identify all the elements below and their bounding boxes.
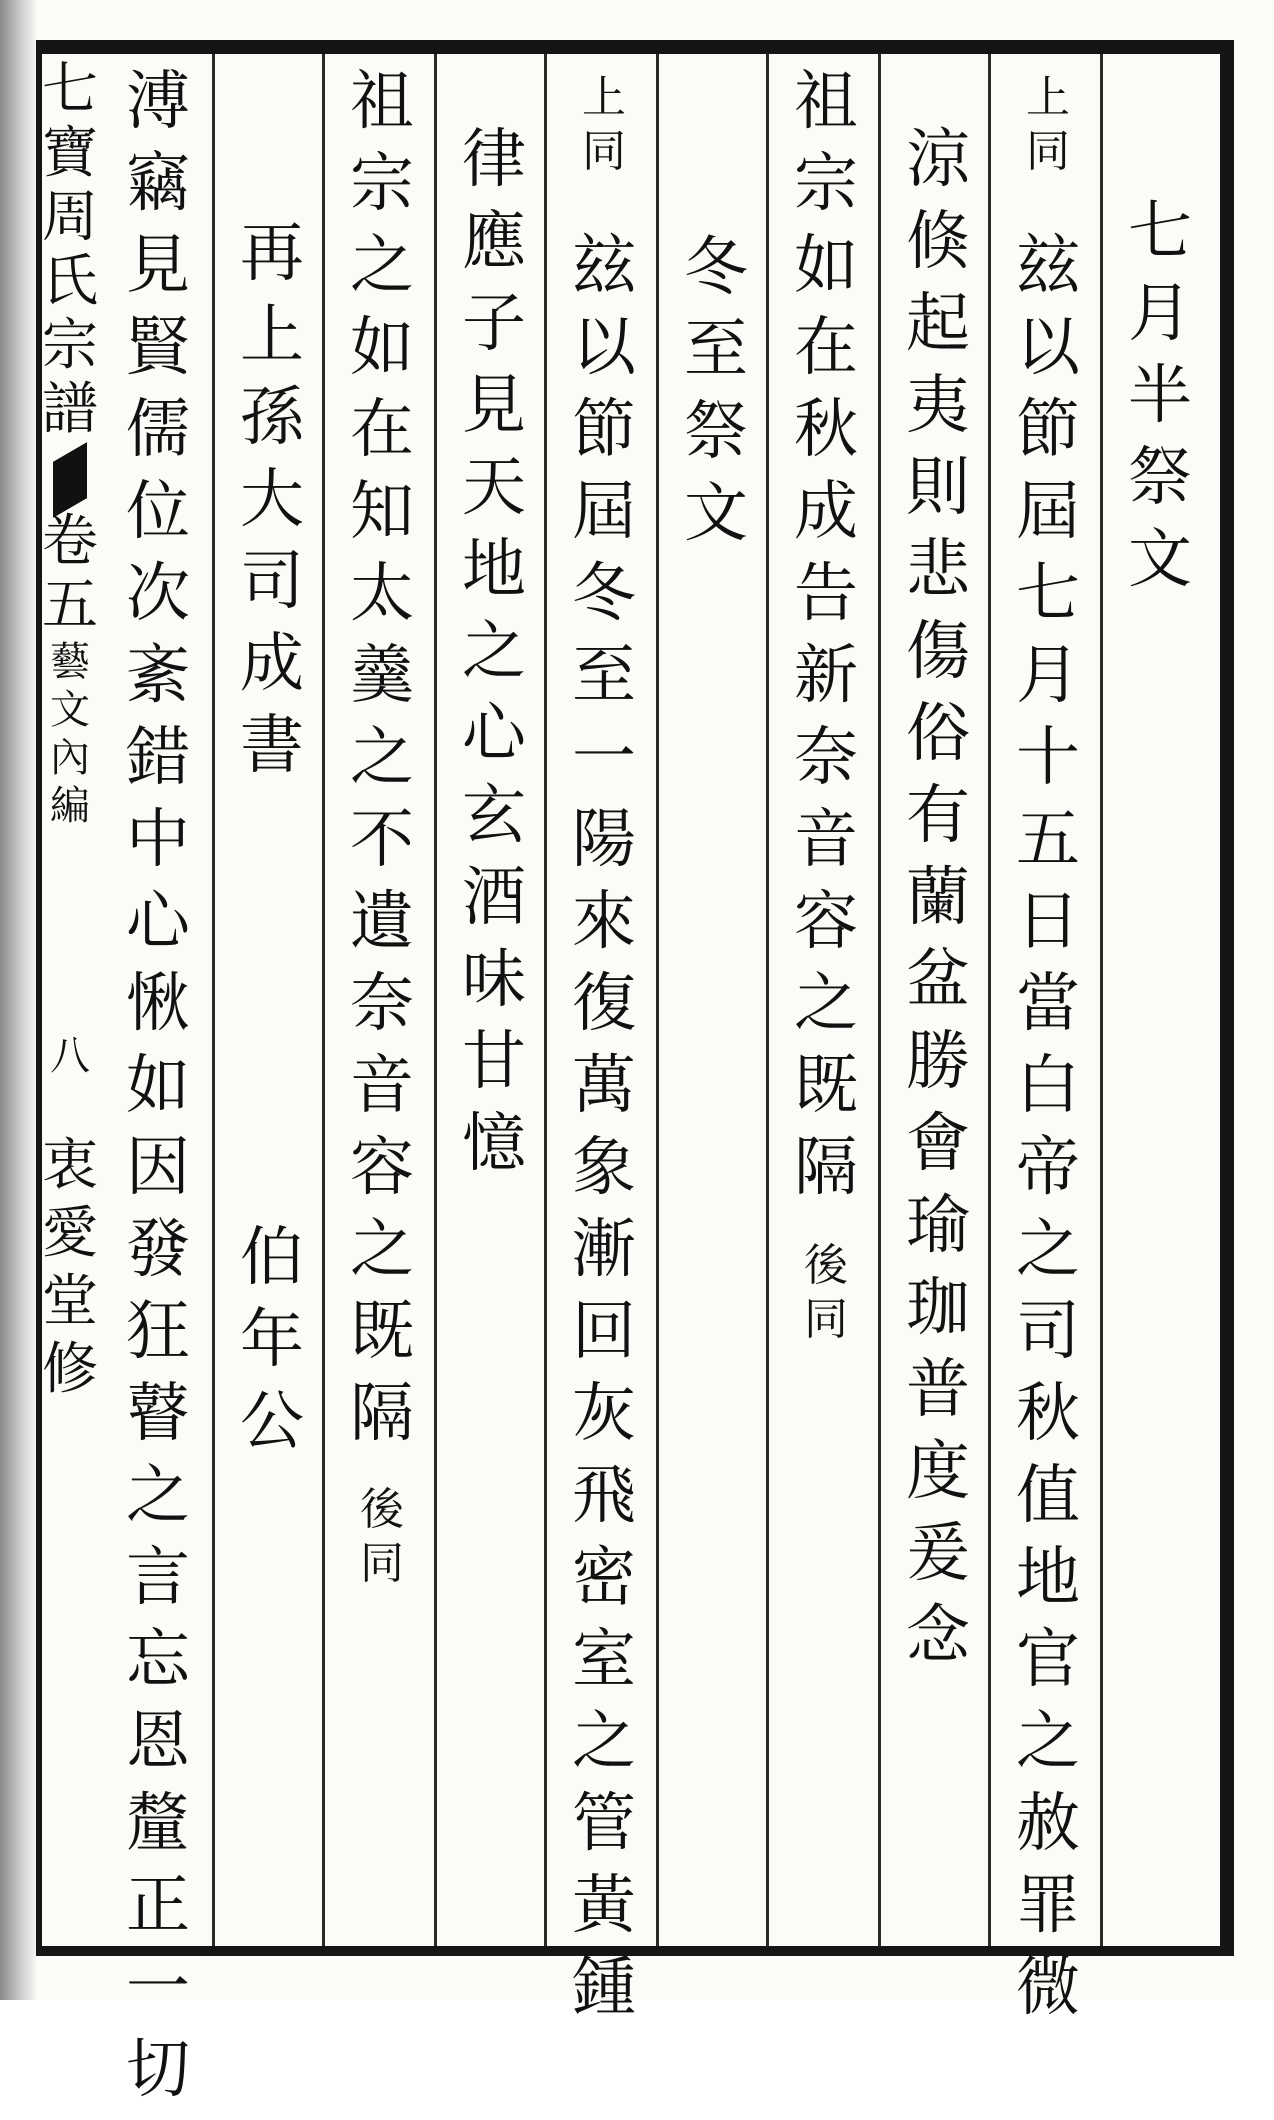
character: 五 — [1016, 803, 1080, 877]
character: 編 — [50, 783, 90, 829]
character: 司 — [240, 545, 304, 619]
character: 以 — [572, 311, 636, 385]
character: 如 — [126, 1049, 190, 1123]
character: 甘 — [462, 1025, 526, 1099]
character: 大 — [240, 463, 304, 537]
character: 正 — [126, 1869, 190, 1943]
character: 愛 — [42, 1201, 98, 1266]
text-column-8 — [328, 65, 436, 1596]
character: 堂 — [42, 1269, 98, 1334]
character: 七 — [1128, 195, 1192, 269]
character: 至 — [572, 639, 636, 713]
character: 知 — [350, 475, 414, 549]
character: 以 — [1016, 311, 1080, 385]
character: 奈 — [350, 967, 414, 1041]
main-text — [350, 65, 414, 1464]
character: 復 — [572, 967, 636, 1041]
main-text — [906, 123, 970, 1686]
text-column-9 — [218, 217, 326, 1472]
character: 羹 — [350, 639, 414, 713]
character: 之 — [462, 615, 526, 689]
character: 見 — [462, 369, 526, 443]
character: 俗 — [906, 697, 970, 771]
character: 萬 — [572, 1049, 636, 1123]
annotation-text — [804, 1240, 848, 1352]
character: 新 — [794, 639, 858, 713]
character: 告 — [794, 557, 858, 631]
character: 文 — [1128, 523, 1192, 597]
character: 蘭 — [906, 861, 970, 935]
character: 在 — [350, 393, 414, 467]
character: 則 — [906, 451, 970, 525]
character: 後 — [360, 1484, 404, 1535]
character: 至 — [684, 313, 748, 387]
character: 冬 — [572, 557, 636, 631]
character: 隔 — [350, 1377, 414, 1451]
character: 音 — [350, 1049, 414, 1123]
character: 值 — [1016, 1459, 1080, 1533]
character: 奈 — [794, 721, 858, 795]
character: 倏 — [906, 205, 970, 279]
character: 成 — [794, 475, 858, 549]
character: 五 — [42, 573, 98, 638]
character: 之 — [350, 721, 414, 795]
character: 祭 — [684, 395, 748, 469]
main-text — [1128, 195, 1192, 610]
character: 成 — [240, 627, 304, 701]
character: 公 — [240, 1385, 304, 1459]
character: 在 — [794, 311, 858, 385]
character: 起 — [906, 287, 970, 361]
character: 之 — [794, 967, 858, 1041]
character: 宗 — [42, 313, 98, 378]
character: 之 — [350, 1213, 414, 1287]
character: 遺 — [350, 885, 414, 959]
character: 宗 — [794, 147, 858, 221]
character: 悲 — [906, 533, 970, 607]
character: 孫 — [240, 381, 304, 455]
character: 一 — [126, 1951, 190, 2025]
character: 秋 — [794, 393, 858, 467]
character: 錯 — [126, 721, 190, 795]
character: 憶 — [462, 1107, 526, 1181]
character: 鍾 — [572, 1951, 636, 2025]
character: 同 — [1026, 126, 1070, 177]
character: 氏 — [42, 249, 98, 314]
main-text — [240, 1221, 304, 1472]
character: 漸 — [572, 1213, 636, 1287]
character: 上 — [1026, 72, 1070, 123]
character: 不 — [350, 803, 414, 877]
character: 管 — [572, 1787, 636, 1861]
text-column-2 — [994, 72, 1102, 2038]
character: 爰 — [906, 1517, 970, 1591]
main-text — [684, 231, 748, 564]
character: 涼 — [906, 123, 970, 197]
character: 忘 — [126, 1623, 190, 1697]
character: 會 — [906, 1107, 970, 1181]
character: 罪 — [1016, 1869, 1080, 1943]
character: 白 — [1016, 1049, 1080, 1123]
character: 同 — [804, 1294, 848, 1345]
character: 如 — [794, 229, 858, 303]
character: 月 — [1128, 277, 1192, 351]
character: 既 — [794, 1049, 858, 1123]
character: 珈 — [906, 1271, 970, 1345]
annotation-text — [582, 72, 626, 184]
character: 寶 — [42, 121, 98, 186]
margin-column — [42, 57, 98, 1402]
character: 日 — [1016, 885, 1080, 959]
character: 來 — [572, 885, 636, 959]
character: 愀 — [126, 967, 190, 1041]
character: 味 — [462, 943, 526, 1017]
character: 之 — [126, 1459, 190, 1533]
character: 容 — [350, 1131, 414, 1205]
character: 同 — [360, 1538, 404, 1589]
character: 同 — [582, 126, 626, 177]
character: 之 — [350, 229, 414, 303]
margin-volume — [42, 509, 98, 642]
character: 再 — [240, 217, 304, 291]
margin-section — [50, 639, 90, 834]
character: 子 — [462, 287, 526, 361]
character: 回 — [572, 1295, 636, 1369]
character: 紊 — [126, 639, 190, 713]
character: 音 — [794, 803, 858, 877]
text-column-10 — [104, 65, 212, 2120]
margin-book-title — [42, 57, 98, 446]
character: 密 — [572, 1541, 636, 1615]
character: 赦 — [1016, 1787, 1080, 1861]
character: 司 — [1016, 1295, 1080, 1369]
character: 地 — [462, 533, 526, 607]
character: 勝 — [906, 1025, 970, 1099]
character: 冬 — [684, 231, 748, 305]
character: 竊 — [126, 147, 190, 221]
main-text — [794, 65, 858, 1218]
character: 上 — [582, 72, 626, 123]
text-column-7 — [440, 123, 548, 1194]
character: 傷 — [906, 615, 970, 689]
character: 切 — [126, 2033, 190, 2107]
character: 溥 — [126, 65, 190, 139]
character: 上 — [240, 299, 304, 373]
character: 祖 — [794, 65, 858, 139]
character: 酒 — [462, 861, 526, 935]
text-column-4 — [772, 65, 880, 1352]
character: 書 — [240, 709, 304, 783]
character: 祭 — [1128, 441, 1192, 515]
character: 律 — [462, 123, 526, 197]
character: 玆 — [572, 229, 636, 303]
character: 七 — [1016, 557, 1080, 631]
annotation-text — [360, 1484, 404, 1596]
column-rule — [212, 54, 215, 1946]
character: 夷 — [906, 369, 970, 443]
text-column-3 — [884, 123, 992, 1686]
character: 祖 — [350, 65, 414, 139]
character: 瞽 — [126, 1377, 190, 1451]
character: 中 — [126, 803, 190, 877]
character: 既 — [350, 1295, 414, 1369]
character: 言 — [126, 1541, 190, 1615]
character: 釐 — [126, 1787, 190, 1861]
character: 玄 — [462, 779, 526, 853]
character: 位 — [126, 475, 190, 549]
character: 節 — [1016, 393, 1080, 467]
character: 玆 — [1016, 229, 1080, 303]
character: 應 — [462, 205, 526, 279]
character: 官 — [1016, 1623, 1080, 1697]
margin-page-number: 八 — [50, 1033, 90, 1079]
character: 帝 — [1016, 1131, 1080, 1205]
character: 屆 — [1016, 475, 1080, 549]
binding-edge — [0, 0, 36, 2000]
character: 卷 — [42, 509, 98, 574]
character: 如 — [350, 311, 414, 385]
character: 見 — [126, 229, 190, 303]
main-text — [126, 65, 190, 2120]
character: 賢 — [126, 311, 190, 385]
character: 度 — [906, 1435, 970, 1509]
character: 瑜 — [906, 1189, 970, 1263]
character: 十 — [1016, 721, 1080, 795]
character: 周 — [42, 185, 98, 250]
character: 藝 — [50, 639, 90, 685]
character: 恩 — [126, 1705, 190, 1779]
character: 衷 — [42, 1133, 98, 1198]
character: 心 — [462, 697, 526, 771]
character: 節 — [572, 393, 636, 467]
main-text — [1016, 229, 1080, 2038]
character: 一 — [572, 721, 636, 795]
character: 狂 — [126, 1295, 190, 1369]
character: 伯 — [240, 1221, 304, 1295]
character: 文 — [50, 687, 90, 733]
character: 容 — [794, 885, 858, 959]
frame-border-top — [36, 40, 1234, 54]
character: 黃 — [572, 1869, 636, 1943]
character: 普 — [906, 1353, 970, 1427]
character: 念 — [906, 1599, 970, 1673]
character: 象 — [572, 1131, 636, 1205]
character: 七 — [42, 57, 98, 122]
annotation-text — [1026, 72, 1070, 184]
character: 半 — [1128, 359, 1192, 433]
character: 心 — [126, 885, 190, 959]
character: 盆 — [906, 943, 970, 1017]
character: 隔 — [794, 1131, 858, 1205]
character: 月 — [1016, 639, 1080, 713]
character: 地 — [1016, 1541, 1080, 1615]
frame-border-right — [1220, 40, 1234, 1956]
character: 文 — [684, 477, 748, 551]
character: 陽 — [572, 803, 636, 877]
character: 內 — [50, 735, 90, 781]
character: 之 — [1016, 1213, 1080, 1287]
character: 譜 — [42, 377, 98, 442]
main-text — [240, 217, 304, 796]
character: 有 — [906, 779, 970, 853]
text-column-5 — [662, 231, 770, 564]
character: 發 — [126, 1213, 190, 1287]
character: 天 — [462, 451, 526, 525]
character: 儒 — [126, 393, 190, 467]
character: 飛 — [572, 1459, 636, 1533]
character: 次 — [126, 557, 190, 631]
character: 後 — [804, 1240, 848, 1291]
character: 屆 — [572, 475, 636, 549]
character: 宗 — [350, 147, 414, 221]
character: 之 — [1016, 1705, 1080, 1779]
character: 因 — [126, 1131, 190, 1205]
character: 秋 — [1016, 1377, 1080, 1451]
character: 修 — [42, 1337, 98, 1402]
text-column-6 — [550, 72, 658, 2038]
fish-tail-mark — [53, 442, 87, 518]
main-text — [572, 229, 636, 2038]
character: 灰 — [572, 1377, 636, 1451]
character: 太 — [350, 557, 414, 631]
main-text — [462, 123, 526, 1194]
margin-hall-name — [42, 1121, 98, 1402]
character: 微 — [1016, 1951, 1080, 2025]
character: 當 — [1016, 967, 1080, 1041]
character: 之 — [572, 1705, 636, 1779]
text-column-1 — [1106, 195, 1214, 610]
character: 室 — [572, 1623, 636, 1697]
character: 年 — [240, 1303, 304, 1377]
